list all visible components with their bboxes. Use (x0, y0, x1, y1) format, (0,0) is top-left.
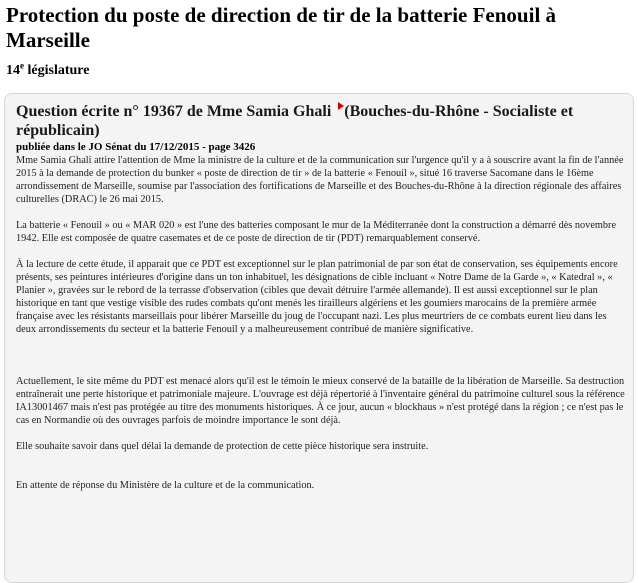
question-box (4, 93, 634, 583)
question-heading-group: (Bouches-du-Rhône - Socialiste et républicain) (16, 103, 574, 139)
question-heading (16, 102, 624, 140)
legislature-number: 14 (6, 63, 20, 78)
question-paragraph: La batterie « Fenouil » ou « MAR 020 » est l'une des batteries composant le mur de la Méditerranée dont la construction a démarré dès novembre 1942. Elle est composée de quatre casemates et de ce poste de direction de tir (PDT) remarquablement conservé. (16, 220, 617, 244)
question-paragraph: Mme Samia Ghali attire l'attention de Mme la ministre de la culture et de la communication sur l'urgence qu'il y a à souscrire avant la fin de l'année 2015 à la demande de protection du bunker « poste de direction de tir » de la batterie « Fenouil », situé 16 traverse Sacomane dans le 16ème arrondissement de Marseille, soumise par l'association des fortifications de Marseille et des Bouches-du-Rhône à la direction régionale des affaires culturelles (DRAC) le 26 mai 2015. (16, 155, 624, 205)
question-paragraph: Elle souhaite savoir dans quel délai la demande de protection de cette pièce historique sera instruite. (16, 441, 429, 452)
legislature-suffix: e (20, 60, 24, 71)
publication-info: publiée dans le JO Sénat du 17/12/2015 - page 3426 (16, 141, 256, 153)
question-heading-main: Question écrite n° 19367 de Mme Samia Ghali (16, 103, 336, 120)
question-body (16, 154, 628, 492)
page-title: Protection du poste de direction de tir de la batterie Fenouil à Marseille (6, 3, 557, 52)
answer-status: En attente de réponse du Ministère de la culture et de la communication. (16, 480, 315, 491)
question-paragraph: Actuellement, le site même du PDT est menacé alors qu'il est le témoin le mieux conservé de la bataille de la libération de Marseille. Sa destruction entraînerait une perte historique et patrimoniale majeure. L'ouvrage est déjà répertorié à l'inventaire général du patrimoine culturel sous la référence IA13001467 mais n'est pas protégée au titre des monuments historiques. À ce jour, aucun « blockhaus » n'est protégé dans la région ; ce n'est pas le cas en Normandie où des ouvrages parfois de moindre importance le sont déjà. (16, 376, 625, 426)
legislature-label (6, 62, 89, 79)
legislature-text: législature (24, 63, 90, 78)
question-paragraph: À la lecture de cette étude, il apparait que ce PDT est exceptionnel sur le plan patrimonial de par son état de conservation, ses équipements encore présents, ses peintures intérieures d'origine dans un ton inhabituel, les désignations de cible incluant « Notre Dame de la Garde », « Katedral », « Planier », gravées sur le rebord de la terrasse d'observation (cibles que devait détruire l'armée allemande). Il est aussi exceptionnel sur le plan historique en tant que vestige visible des rudes combats qu'ont menés les tirailleurs algériens et les goumiers marocains de la première armée française avec les résistants marseillais pour libérer Marseille du joug de l'occupant nazi. Les plus meurtriers de ce combats eurent lieu dans les deux arrondissements du secteur et la batterie Fenouil y a malheureusement contribué de manière significative. (16, 259, 618, 335)
